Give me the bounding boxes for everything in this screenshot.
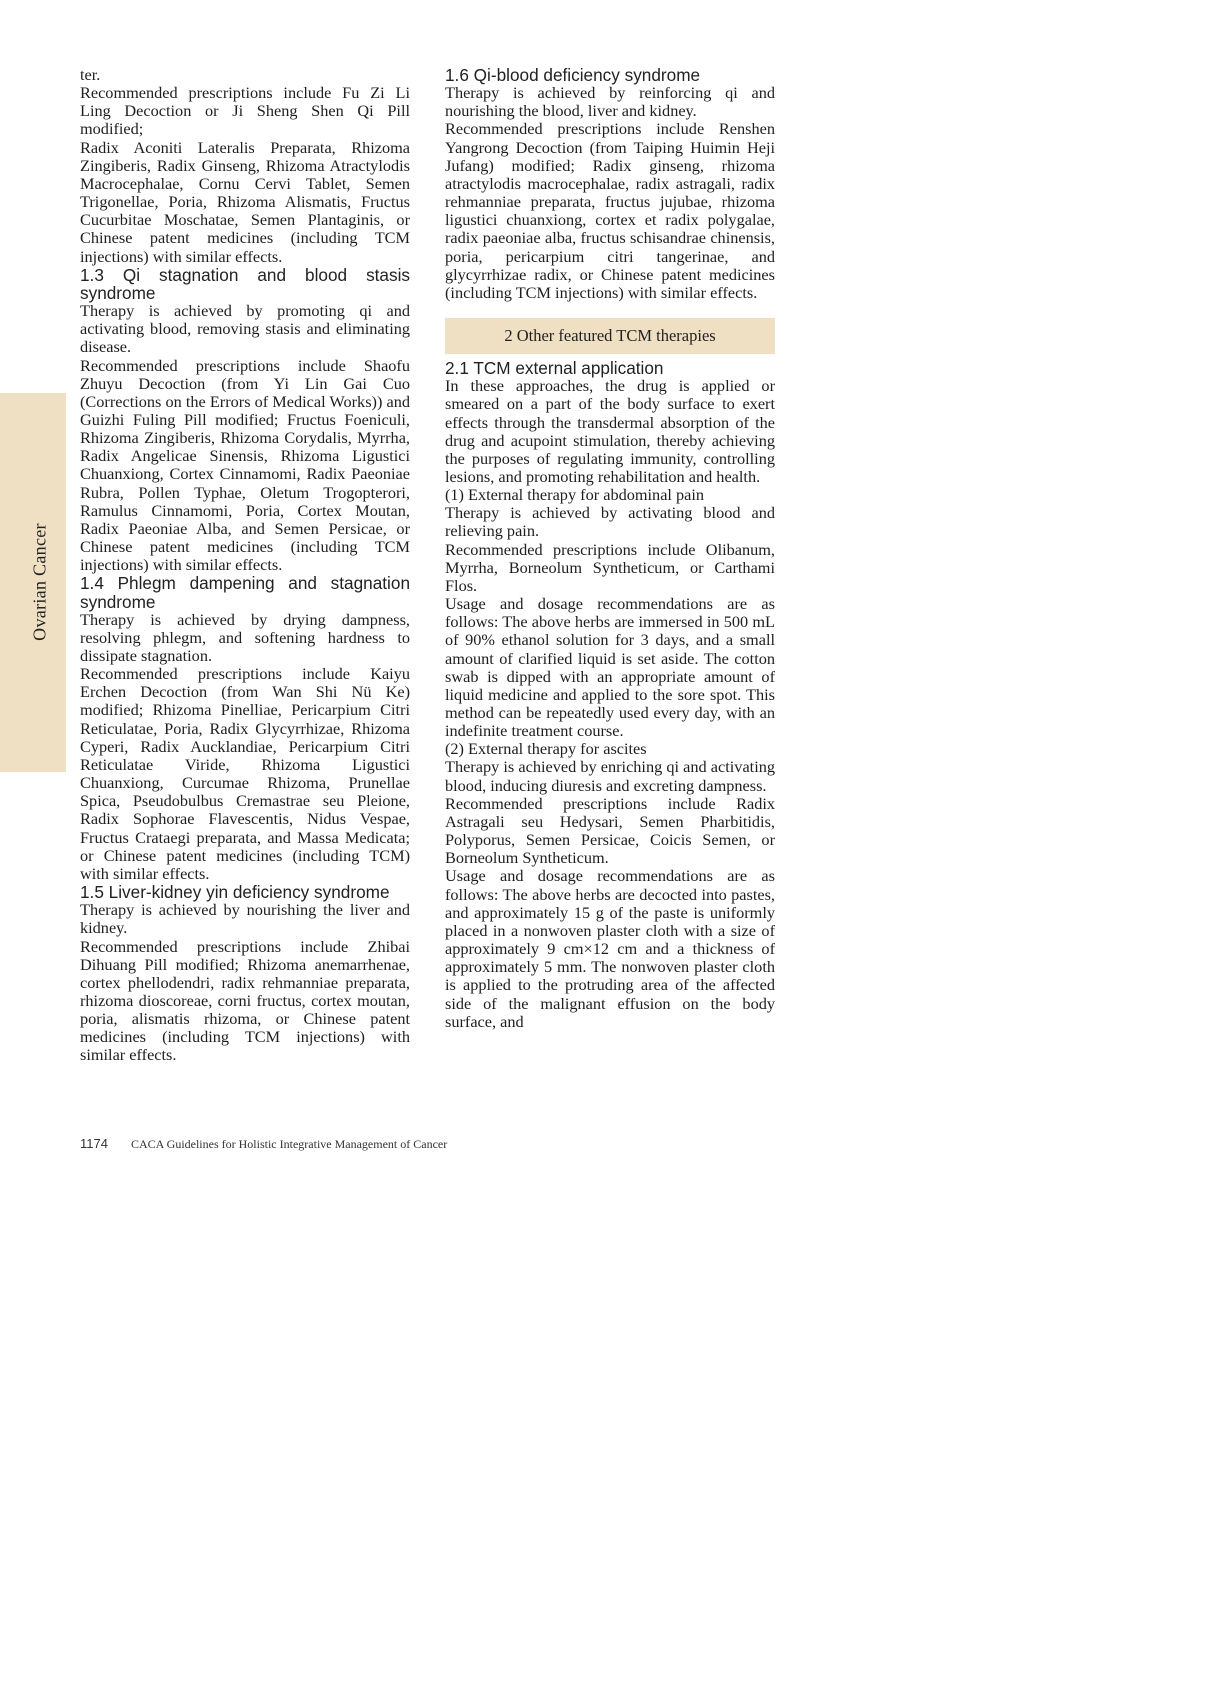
left-column [80, 66, 410, 1065]
paragraph: Recommended prescriptions include Zhibai Dihuang Pill modified; Rhizoma anemarrhenae, cortex phellodendri, radix rehmanniae preparata, rhizoma dioscoreae, corni fructus, cortex moutan, poria, alismatis rhizoma, or Chinese patent medicines (including TCM injections) with similar effects. [80, 936, 410, 1065]
subsection-heading-1-4: 1.4 Phlegm dampening and stagnation syndrome [80, 573, 410, 612]
numbered-subheading: (1) External therapy for abdominal pain [445, 485, 705, 505]
paragraph: Recommended prescriptions include Fu Zi Li Ling Decoction or Ji Sheng Shen Qi Pill modified; [80, 83, 410, 139]
page-footer [80, 1136, 447, 1152]
paragraph: Usage and dosage recommendations are as follows: The above herbs are immersed in 500 mL of 90% ethanol solution for 3 days, and a small amount of clarified liquid is set aside. The cotton swab is dipped with an appropriate amount of liquid medicine and applied to the sore spot. This method can be repeatedly used every day, with an indefinite treatment course. [445, 594, 775, 741]
paragraph: Recommended prescriptions include Olibanum, Myrrha, Borneolum Syntheticum, or Carthami Flos. [445, 539, 775, 595]
section-heading-2: 2 Other featured TCM therapies [504, 325, 716, 345]
paragraph: Therapy is achieved by drying dampness, resolving phlegm, and softening hardness to dissipate stagnation. [80, 609, 410, 665]
paragraph: Therapy is achieved by reinforcing qi and nourishing the blood, liver and kidney. [445, 83, 775, 121]
section-heading-bar [445, 318, 775, 354]
paragraph: Therapy is achieved by enriching qi and activating blood, inducing diuresis and excreting dampness. [445, 757, 775, 795]
subsection-heading-1-5: 1.5 Liver-kidney yin deficiency syndrome [80, 882, 390, 903]
paragraph: Therapy is achieved by nourishing the liver and kidney. [80, 900, 410, 938]
paragraph: ter. [80, 65, 101, 84]
paragraph: Radix Aconiti Lateralis Preparata, Rhizoma Zingiberis, Radix Ginseng, Rhizoma Atractylodis Macrocephalae, Cornu Cervi Tablet, Semen Trigonellae, Poria, Rhizoma Alismatis, Fructus Cucurbitae Moschatae, Semen Plantaginis, or Chinese patent medicines (including TCM injections) with similar effects. [80, 137, 410, 266]
paragraph: Recommended prescriptions include Shaofu Zhuyu Decoction (from Yi Lin Gai Cuo (Corrections on the Errors of Medical Works)) and Guizhi Fuling Pill modified; Fructus Foeniculi, Rhizoma Zingiberis, Rhizoma Corydalis, Myrrha, Radix Angelicae Sinensis, Rhizoma Ligustici Chuanxiong, Cortex Cinnamomi, Radix Paeoniae Rubra, Pollen Typhae, Oletum Trogopterori, Ramulus Cinnamomi, Poria, Cortex Moutan, Radix Paeoniae Alba, and Semen Persicae, or Chinese patent medicines (including TCM injections) with similar effects. [80, 355, 410, 575]
paragraph: Therapy is achieved by promoting qi and activating blood, removing stasis and eliminating disease. [80, 301, 410, 357]
subsection-heading-1-6: 1.6 Qi-blood deficiency syndrome [445, 65, 701, 85]
subsection-heading-1-3: 1.3 Qi stagnation and blood stasis syndrome [80, 264, 410, 303]
paragraph: In these approaches, the drug is applied or smeared on a part of the body surface to exert effects through the transdermal absorption of the drug and acupoint stimulation, thereby achieving the purposes of regulating immunity, controlling lesions, and promoting rehabilitation and health. [445, 376, 775, 486]
paragraph: Usage and dosage recommendations are as follows: The above herbs are decocted into pastes, and approximately 15 g of the paste is uniformly placed in a nonwoven plaster cloth with a size of approximately 9 cm×12 cm and a thickness of approximately 5 mm. The nonwoven plaster cloth is applied to the protruding area of the affected side of the malignant effusion on the body surface, and [445, 866, 775, 1031]
paragraph: Recommended prescriptions include Kaiyu Erchen Decoction (from Wan Shi Nü Ke) modified; Rhizoma Pinelliae, Pericarpium Citri Reticulatae, Poria, Radix Glycyrrhizae, Rhizoma Cyperi, Radix Aucklandiae, Pericarpium Citri Reticulatae Viride, Rhizoma Ligustici Chuanxiong, Curcumae Rhizoma, Prunellae Spica, Pseudobulbus Cremastrae seu Pleione, Radix Sophorae Flavescentis, Nidus Vespae, Fructus Crataegi preparata, and Massa Medicata; or Chinese patent medicines (including TCM) with similar effects. [80, 664, 410, 883]
running-title: CACA Guidelines for Holistic Integrative Management of Cancer [130, 1137, 448, 1151]
paragraph: Recommended prescriptions include Renshen Yangrong Decoction (from Taiping Huimin Heji Jufang) modified; Radix ginseng, rhizoma atractylodis macrocephalae, radix astragali, radix rehmanniae preparata, fructus jujubae, rhizoma ligustici chuanxiong, cortex et radix polygalae, radix paeoniae alba, fructus schisandrae chinensis, poria, pericarpium citri tangerinae, and glycyrrhizae radix, or Chinese patent medicines (including TCM injections) with similar effects. [445, 119, 775, 302]
numbered-subheading: (2) External therapy for ascites [445, 739, 647, 759]
paragraph: Recommended prescriptions include Radix Astragali seu Hedysari, Semen Pharbitidis, Polyporus, Semen Persicae, Coicis Semen, or Borneolum Syntheticum. [445, 793, 775, 868]
paragraph: Therapy is achieved by activating blood and relieving pain. [445, 503, 775, 541]
subsection-heading-2-1: 2.1 TCM external application [445, 358, 664, 379]
page-number: 1174 [80, 1136, 108, 1151]
right-column [445, 66, 775, 1031]
chapter-side-tab-label: Ovarian Cancer [29, 523, 50, 641]
